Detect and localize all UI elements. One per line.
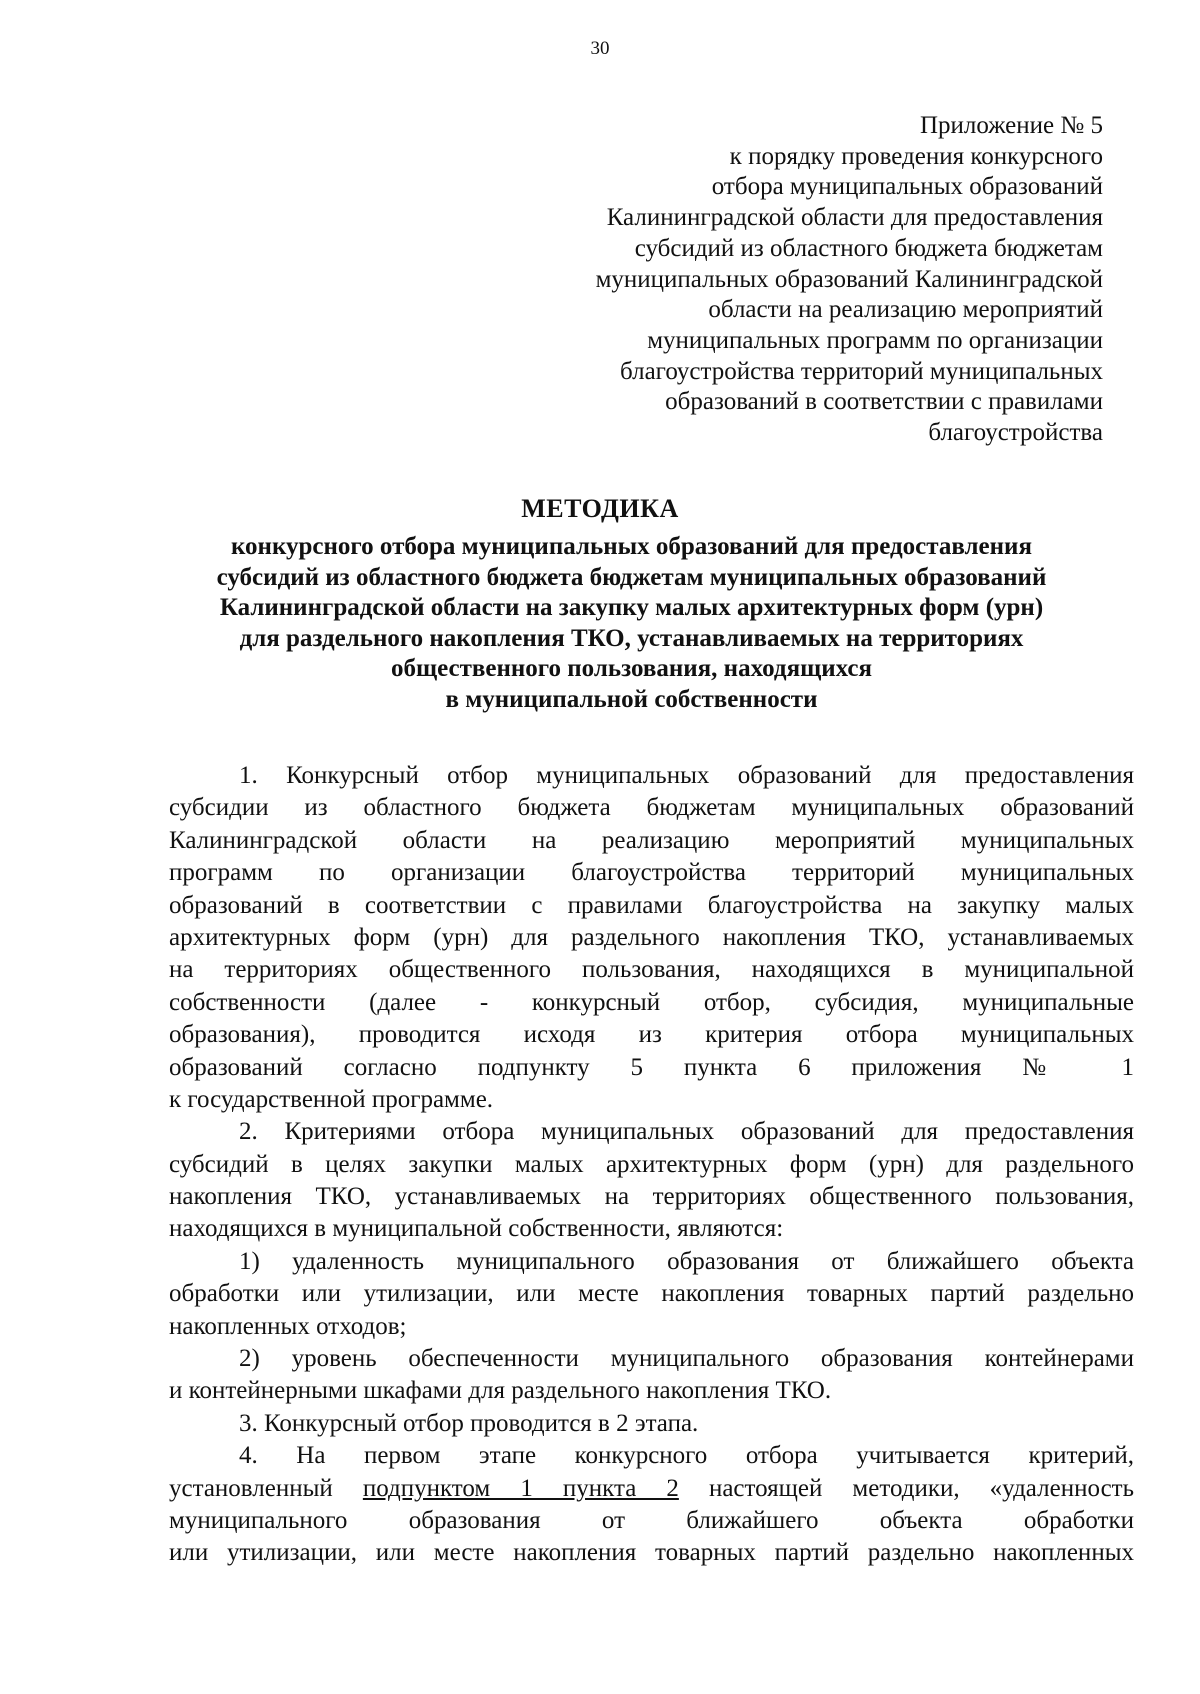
appendix-line: благоустройства территорий муниципальных xyxy=(620,357,1103,385)
text-line: образований согласно подпункту 5 пункта 6 приложения № 1 xyxy=(169,1053,1134,1081)
text-line: к государственной программе. xyxy=(169,1085,494,1113)
text-line: обработки или утилизации, или месте накопления товарных партий раздельно xyxy=(169,1280,1134,1308)
appendix-line: области на реализацию мероприятий xyxy=(708,296,1103,324)
text-line: накопления ТКО, устанавливаемых на территориях общественного пользования, xyxy=(169,1183,1134,1211)
text-fragment: настоящей методики, «удаленность xyxy=(678,1474,1134,1502)
document-body xyxy=(169,760,1134,1570)
text-line: на территориях общественного пользования, находящихся в муниципальной xyxy=(169,956,1134,984)
text-line: 2) уровень обеспеченности муниципального образования контейнерами xyxy=(239,1345,1134,1373)
subtitle-line: субсидий из областного бюджета бюджетам муниципальных образований xyxy=(216,563,1047,591)
reference-link[interactable]: подпунктом 1 пункта 2 xyxy=(362,1474,679,1502)
paragraph-2-item-2 xyxy=(169,1343,1134,1408)
subtitle-line: конкурсного отбора муниципальных образований для предоставления xyxy=(230,533,1032,560)
appendix-line: благоустройства xyxy=(928,419,1103,447)
document-title: МЕТОДИКА xyxy=(521,494,679,523)
text-line: муниципального образования от ближайшего объекта обработки xyxy=(169,1506,1134,1534)
paragraph-2-item-1 xyxy=(169,1246,1134,1343)
text-line: накопленных отходов; xyxy=(169,1312,407,1340)
text-line: программ по организации благоустройства территорий муниципальных xyxy=(169,859,1134,887)
text-line: 4. На первом этапе конкурсного отбора учитывается критерий, xyxy=(239,1442,1134,1470)
text-line: собственности (далее - конкурсный отбор, субсидия, муниципальные xyxy=(169,988,1134,1016)
text-line: 1. Конкурсный отбор муниципальных образований для предоставления xyxy=(239,762,1134,789)
subtitle-line: Калининградской области на закупку малых архитектурных форм (урн) xyxy=(219,594,1044,622)
appendix-line: Приложение № 5 xyxy=(919,112,1103,139)
appendix-header xyxy=(483,111,1103,449)
paragraph-3 xyxy=(169,1408,1134,1440)
appendix-line: к порядку проведения конкурсного xyxy=(729,142,1103,170)
text-line: образований в соответствии с правилами благоустройства на закупку малых xyxy=(169,891,1134,919)
text-fragment: установленный xyxy=(169,1474,363,1502)
page-number: 30 xyxy=(590,38,610,59)
text-line: находящихся в муниципальной собственности, являются: xyxy=(169,1215,784,1243)
appendix-line: отбора муниципальных образований xyxy=(711,173,1103,201)
text-line: архитектурных форм (урн) для раздельного накопления ТКО, устанавливаемых xyxy=(169,923,1134,951)
text-line: субсидий в целях закупки малых архитектурных форм (урн) для раздельного xyxy=(169,1150,1134,1178)
text-line: и контейнерными шкафами для раздельного накопления ТКО. xyxy=(169,1377,832,1405)
paragraph-1 xyxy=(169,760,1134,1116)
text-line: 2. Критериями отбора муниципальных образований для предоставления xyxy=(239,1118,1134,1146)
paragraph-4 xyxy=(169,1440,1134,1570)
text-line: субсидии из областного бюджета бюджетам муниципальных образований xyxy=(169,794,1134,822)
paragraph-2 xyxy=(169,1116,1134,1246)
text-line: Калининградской области на реализацию мероприятий муниципальных xyxy=(169,826,1134,854)
text-line xyxy=(169,1473,1134,1505)
text-line: образования), проводится исходя из критерия отбора муниципальных xyxy=(169,1021,1134,1049)
text-line: или утилизации, или месте накопления товарных партий раздельно накопленных xyxy=(169,1539,1134,1567)
document-subtitle xyxy=(160,532,1103,716)
appendix-line: муниципальных программ по организации xyxy=(647,326,1103,354)
subtitle-line: в муниципальной собственности xyxy=(445,685,818,713)
text-line: 3. Конкурсный отбор проводится в 2 этапа. xyxy=(239,1409,699,1437)
text-line: 1) удаленность муниципального образования от ближайшего объекта xyxy=(239,1247,1134,1275)
appendix-line: образований в соответствии с правилами xyxy=(665,388,1103,416)
subtitle-line: для раздельного накопления ТКО, устанавливаемых на территориях xyxy=(239,624,1024,652)
appendix-line: муниципальных образований Калининградской xyxy=(595,265,1103,293)
appendix-line: субсидий из областного бюджета бюджетам xyxy=(634,234,1103,262)
appendix-line: Калининградской области для предоставления xyxy=(606,204,1103,232)
subtitle-line: общественного пользования, находящихся xyxy=(390,655,873,683)
